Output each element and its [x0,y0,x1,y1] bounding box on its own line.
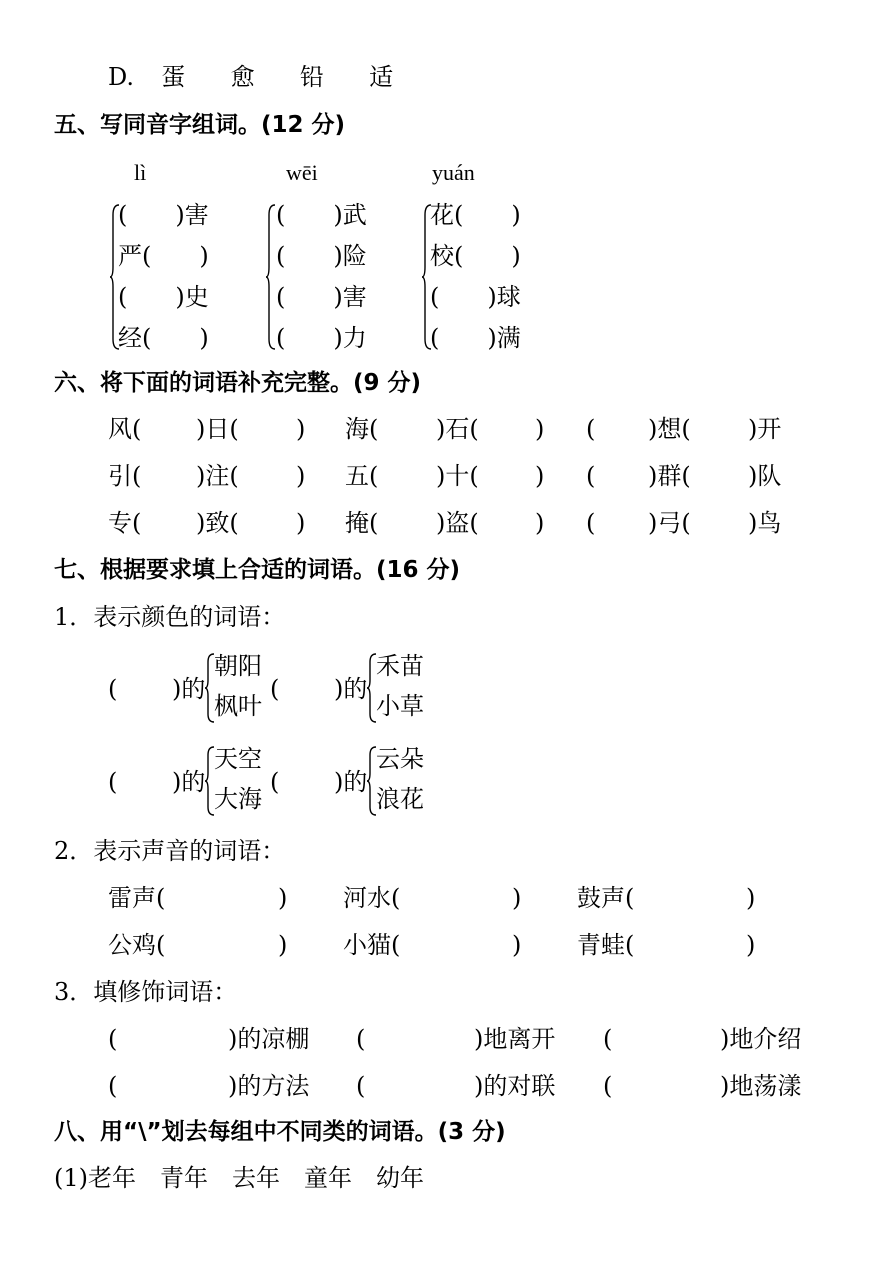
modifier-item: ( [108,1025,118,1053]
q1-label: 1．表示颜色的词语： [54,603,286,631]
q2-label: 2．表示声音的词语： [54,837,286,865]
sound-item: 雷声( [108,884,166,912]
word-option: 幼年 [376,1164,424,1192]
option-d-char: 蛋 [161,63,186,91]
sound-item: ) [746,884,756,912]
fill-row [0,461,892,491]
fill-row-part: ( [586,415,596,443]
word-option: 去年 [232,1164,280,1192]
modifier-item: ( [356,1072,366,1100]
pinyin-yuan: yuán [432,160,475,185]
section-6-title: 六、将下面的词语补充完整。(9 分) [54,370,422,396]
fill-row-part: ) [296,462,306,490]
modifier-item: )的对联 [474,1072,556,1100]
modifier-item: ( [356,1025,366,1053]
modifier-item: )的凉棚 [228,1025,310,1053]
color-left-close: )的 [172,768,206,796]
color-right-close: )的 [334,768,368,796]
sound-item: 鼓声( [577,884,635,912]
modifier-item: ( [603,1072,613,1100]
color-word: 朝阳 [214,652,262,680]
fill-row-part: )想( [648,415,691,443]
color-word: 浪花 [376,785,424,813]
fill-row-part: ) [535,509,545,537]
modifier-item: )的方法 [228,1072,310,1100]
sound-item: 公鸡( [108,931,166,959]
sec8-q1 [54,1163,424,1193]
word-option: 青年 [160,1164,208,1192]
option-d-char: 适 [369,63,394,91]
group-2-item: ( )险 [276,242,367,270]
modifier-item: )地荡漾 [720,1072,802,1100]
modifier-item: )地离开 [474,1025,556,1053]
fill-row [0,414,892,444]
fill-row-part: )十( [436,462,479,490]
fill-row-part: 掩( [345,509,379,537]
sec8-q1-prefix: (1) [54,1164,88,1192]
section-7-title: 七、根据要求填上合适的词语。(16 分) [54,557,461,583]
group-1-item: 严( ) [118,242,209,270]
fill-row-part: ) [296,509,306,537]
color-word: 云朵 [376,745,424,773]
fill-row-part: )鸟 [748,509,782,537]
modifier-item: ( [603,1025,613,1053]
fill-row-part: 五( [345,462,379,490]
word-option: 童年 [304,1164,352,1192]
fill-row-part: )弓( [648,509,691,537]
group-3-item: ( )满 [430,324,521,352]
sound-item: 小猫( [343,931,401,959]
group-2-item: ( )力 [276,324,367,352]
fill-row-part: ( [586,462,596,490]
color-left-open: ( [108,768,118,796]
color-left-close: )的 [172,675,206,703]
fill-row-part: ) [535,462,545,490]
fill-row-part: 引( [108,462,142,490]
fill-row-part: )开 [748,415,782,443]
fill-row-part: )盗( [436,509,479,537]
fill-row-part: 海( [345,415,379,443]
group-3-item: 花( ) [430,201,521,229]
sound-item: ) [278,931,288,959]
group-3-item: 校( ) [430,242,521,270]
sound-item: 河水( [343,884,401,912]
sound-item: 青蛙( [577,931,635,959]
q3-label: 3．填修饰词语： [54,978,238,1006]
color-word: 天空 [214,745,262,773]
section-5-title: 五、写同音字组词。(12 分) [54,112,346,138]
color-word: 小草 [376,692,424,720]
fill-row-part: )群( [648,462,691,490]
sound-item: ) [746,931,756,959]
fill-row-part: )日( [196,415,239,443]
group-2-item: ( )害 [276,283,367,311]
group-1-item: ( )史 [118,283,209,311]
modifier-item: )地介绍 [720,1025,802,1053]
group-1-item: 经( ) [118,324,209,352]
option-d-letter: D. [108,63,135,91]
fill-row-part: )队 [748,462,782,490]
fill-row-part: ) [535,415,545,443]
option-d [108,62,393,92]
option-d-char: 愈 [230,63,255,91]
group-1-item: ( )害 [118,201,209,229]
fill-row-part: 风( [108,415,142,443]
pinyin-li: lì [134,160,147,185]
fill-row-part: ) [296,415,306,443]
fill-row-part: )石( [436,415,479,443]
modifier-item: ( [108,1072,118,1100]
section-8-title: 八、用“\”划去每组中不同类的词语。(3 分) [54,1119,506,1145]
fill-row-part: 专( [108,509,142,537]
color-word: 禾苗 [376,652,424,680]
option-d-char: 铅 [299,63,324,91]
color-word: 大海 [214,785,262,813]
group-2-item: ( )武 [276,201,367,229]
color-left-open: ( [108,675,118,703]
group-3-item: ( )球 [430,283,521,311]
pinyin-wei: wēi [286,160,318,185]
fill-row-part: ( [586,509,596,537]
word-option: 老年 [88,1164,136,1192]
sound-item: ) [278,884,288,912]
color-right-open: ( [270,675,280,703]
sound-item: ) [512,931,522,959]
color-word: 枫叶 [214,692,262,720]
color-right-open: ( [270,768,280,796]
fill-row-part: )注( [196,462,239,490]
fill-row [0,508,892,538]
color-right-close: )的 [334,675,368,703]
fill-row-part: )致( [196,509,239,537]
sound-item: ) [512,884,522,912]
